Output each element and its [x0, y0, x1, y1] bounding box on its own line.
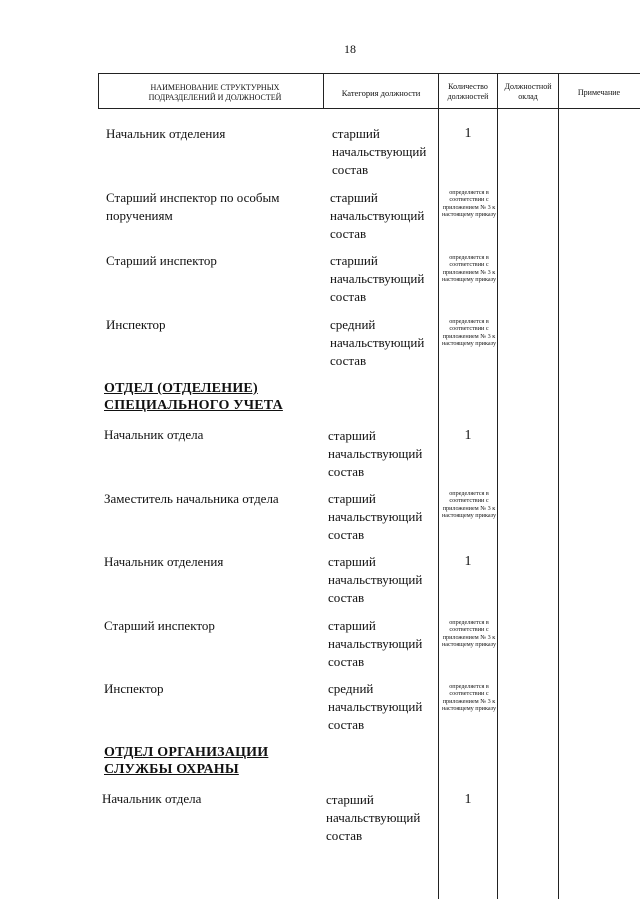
row-name: Начальник отдела [102, 791, 202, 806]
row-quantity: 1 [464, 554, 472, 569]
row-quantity: определяется в соответствии с приложением № 3 к настоящему приказу [441, 490, 497, 520]
header-name: НАИМЕНОВАНИЕ СТРУКТУРНЫХ ПОДРАЗДЕЛЕНИЙ И ДОЛЖНОСТЕЙ [148, 83, 282, 102]
row-name: Инспектор [106, 317, 166, 332]
row-category: старший начальствующий состав [330, 253, 425, 304]
row-category: старший начальствующий состав [328, 491, 423, 542]
row-quantity: 1 [464, 126, 472, 141]
column-divider-1 [323, 73, 324, 109]
header-note: Примечание [577, 88, 621, 97]
row-quantity: определяется в соответствии с приложением № 3 к настоящему приказу [441, 619, 497, 649]
row-name: Инспектор [104, 681, 164, 696]
header-category: Категория должности [341, 88, 421, 98]
row-category: старший начальствующий состав [326, 792, 421, 843]
row-quantity: определяется в соответствии с приложением № 3 к настоящему приказу [441, 254, 497, 284]
row-name: Старший инспектор по особым поручениям [106, 190, 280, 223]
table-left-border [98, 73, 99, 109]
row-category: старший начальствующий состав [332, 126, 427, 177]
section-title: ОТДЕЛ ОРГАНИЗАЦИИ СЛУЖБЫ ОХРАНЫ [104, 745, 269, 777]
row-category: старший начальствующий состав [330, 190, 425, 241]
row-category: средний начальствующий состав [330, 317, 425, 368]
row-name: Начальник отдела [104, 427, 204, 442]
header-quantity: Количество должностей [447, 82, 489, 101]
section-title: ОТДЕЛ (ОТДЕЛЕНИЕ) СПЕЦИАЛЬНОГО УЧЕТА [104, 381, 283, 413]
header-salary: Должностной оклад [504, 82, 552, 101]
row-quantity: определяется в соответствии с приложением № 3 к настоящему приказу [441, 318, 497, 348]
row-category: старший начальствующий состав [328, 428, 423, 479]
row-category: старший начальствующий состав [328, 618, 423, 669]
row-name: Начальник отделения [104, 554, 224, 569]
row-quantity: определяется в соответствии с приложением № 3 к настоящему приказу [441, 189, 497, 219]
row-quantity: 1 [464, 792, 472, 807]
column-divider-4 [558, 73, 559, 899]
row-name: Заместитель начальника отдела [104, 491, 279, 506]
row-name: Старший инспектор [106, 253, 217, 268]
row-category: средний начальствующий состав [328, 681, 423, 732]
row-quantity: 1 [464, 428, 472, 443]
row-name: Старший инспектор [104, 618, 215, 633]
page-number: 18 [344, 42, 356, 56]
row-category: старший начальствующий состав [328, 554, 423, 605]
row-quantity: определяется в соответствии с приложением № 3 к настоящему приказу [441, 683, 497, 713]
row-name: Начальник отделения [106, 126, 226, 141]
